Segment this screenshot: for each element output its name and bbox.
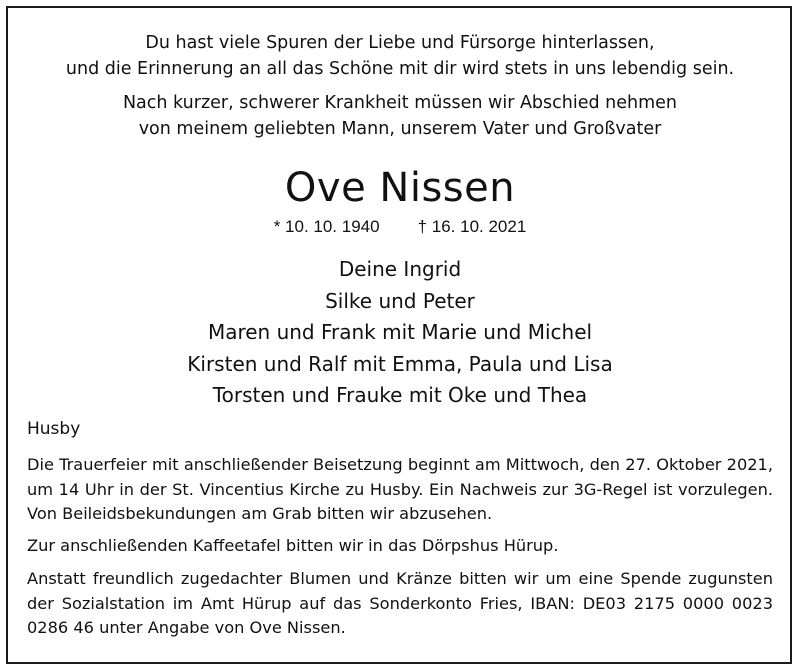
intro-text	[0, 90, 800, 142]
verse-line-1: Du hast viele Spuren der Liebe und Fürsorge hinterlassen,	[145, 33, 655, 53]
family-line: Silke und Peter	[325, 288, 475, 313]
family-line: Torsten und Frauke mit Oke und Thea	[212, 383, 588, 407]
donation-notice: Anstatt freundlich zugedachter Blumen und Kränze bitten wir um eine Spende zugunsten der Sozialstation im Amt Hürup auf das Sonderkonto Fries, IBAN: DE03 2175 0000 0023 0286 46 unter Angabe von Ove Nissen.	[27, 569, 773, 637]
birth-date: * 10. 10. 1940	[273, 217, 380, 236]
funeral-notice: Die Trauerfeier mit anschließender Beisetzung beginnt am Mittwoch, den 27. Oktober 2021, um 14 Uhr in der St. Vincentius Kirche zu Husby. Ein Nachweis zur 3G-Regel ist vorzulegen. Von Beileidsbekundungen am Grab bitten wir abzusehen.	[27, 455, 773, 523]
verse-line-2: und die Erinnerung an all das Schöne mit dir wird stets in uns lebendig sein.	[65, 59, 735, 79]
verse	[0, 30, 800, 82]
life-dates	[0, 215, 800, 239]
family-list	[0, 254, 800, 412]
family-line: Maren und Frank mit Marie und Michel	[207, 320, 593, 344]
place-name: Husby	[27, 419, 81, 439]
deceased-name: Ove Nissen	[284, 165, 516, 211]
coffee-notice: Zur anschließenden Kaffeetafel bitten wir in das Dörpshus Hürup.	[27, 536, 559, 555]
family-line: Deine Ingrid	[338, 257, 462, 281]
family-line: Kirsten und Ralf mit Emma, Paula und Lisa	[187, 351, 613, 376]
death-date: † 16. 10. 2021	[417, 217, 527, 236]
intro-line-2: von meinem geliebten Mann, unserem Vater und Großvater	[138, 119, 662, 139]
intro-line-1: Nach kurzer, schwerer Krankheit müssen wir Abschied nehmen	[122, 93, 678, 113]
